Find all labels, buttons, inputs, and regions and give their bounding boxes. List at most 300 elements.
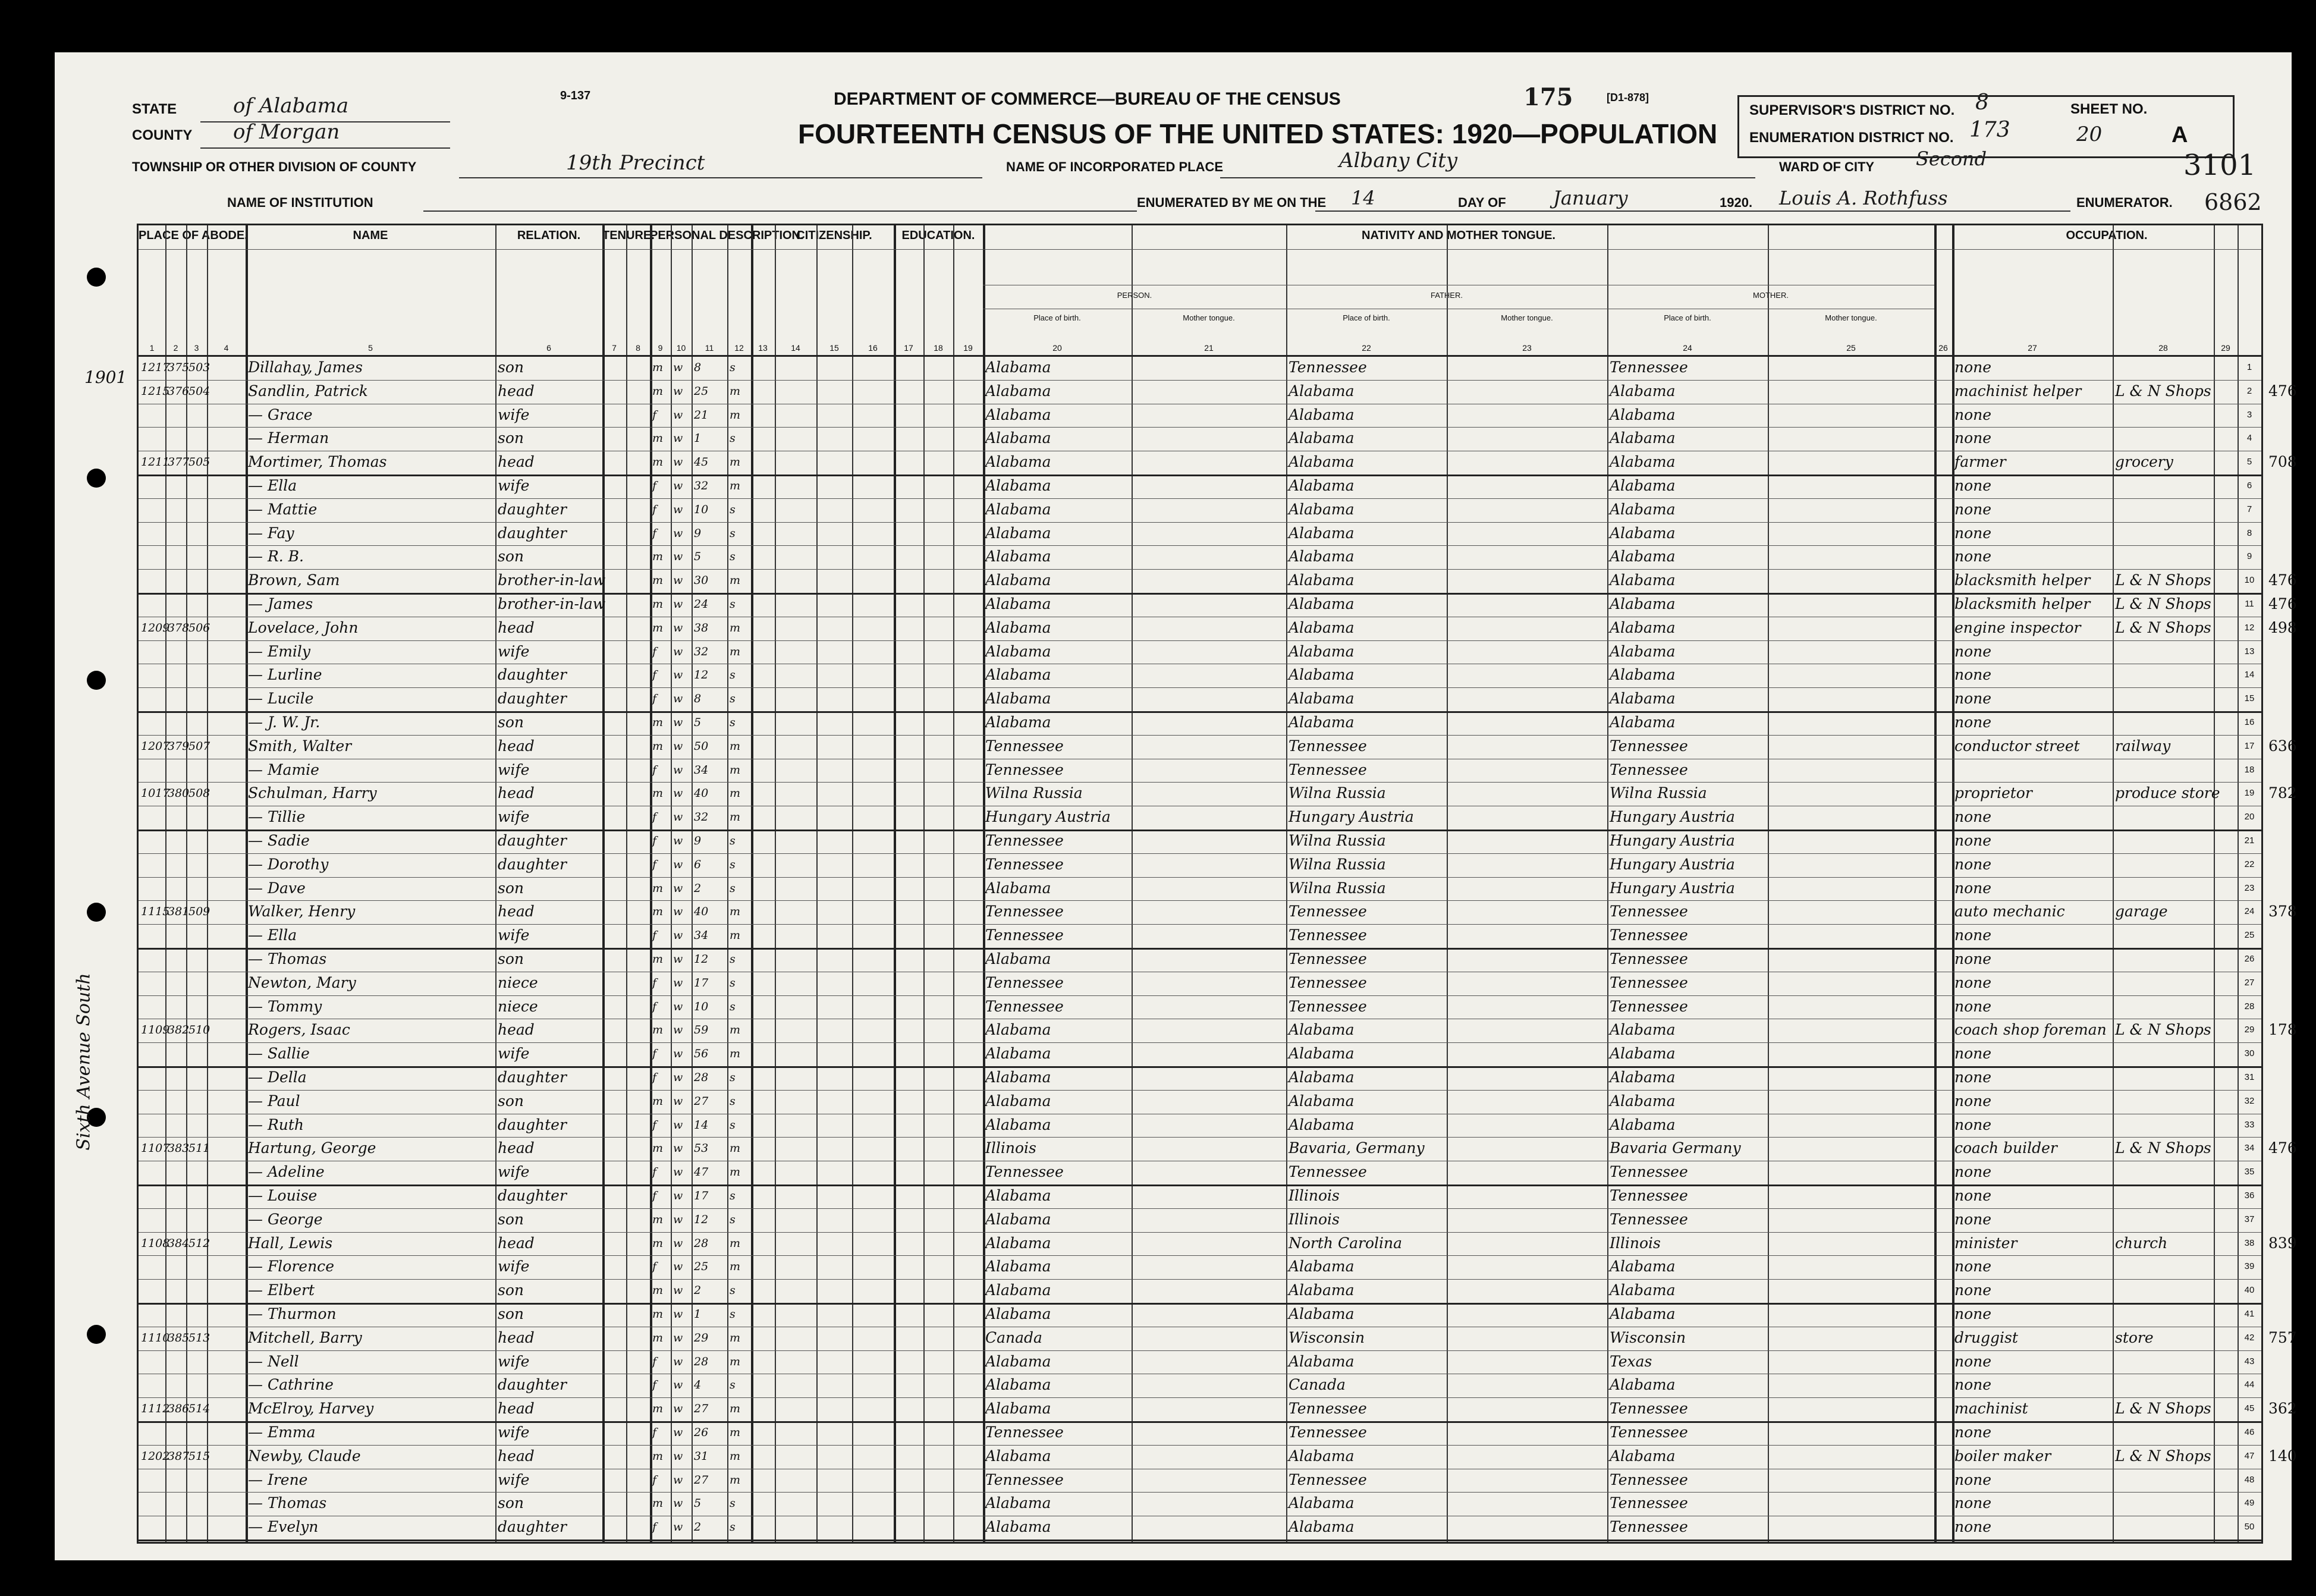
row-rel: daughter — [498, 1116, 567, 1133]
row-name: — Evelyn — [248, 1518, 319, 1536]
row-sex: m — [652, 574, 664, 587]
row-house: 384 — [168, 1236, 190, 1250]
row-fpob: Alabama — [1289, 429, 1355, 447]
row-house: 378 — [168, 621, 190, 634]
row-code-note: 178 — [2268, 1021, 2297, 1039]
column-divider — [894, 225, 896, 1542]
row-number: 37 — [2244, 1214, 2255, 1224]
row-sex: m — [652, 621, 664, 634]
row-ms: s — [730, 1189, 736, 1202]
row-name: — James — [248, 595, 313, 612]
row-fpob: Alabama — [1289, 1305, 1355, 1322]
row-mpob: Alabama — [1610, 1092, 1676, 1110]
row-fpob: Tennessee — [1289, 1400, 1367, 1418]
column-number: 25 — [1846, 343, 1856, 353]
row-age: 5 — [694, 716, 702, 729]
row-fpob: Alabama — [1289, 406, 1355, 423]
row-pob: Tennessee — [985, 855, 1064, 873]
row-family: 513 — [188, 1331, 210, 1344]
row-ms: m — [730, 810, 741, 824]
row-rel: wife — [498, 926, 530, 944]
row-age: 17 — [694, 976, 709, 989]
row-mpob: Tennessee — [1610, 1518, 1688, 1536]
sub-person: PERSON. — [1117, 291, 1152, 300]
row-age: 10 — [694, 1000, 709, 1013]
row-pob: Alabama — [985, 524, 1051, 542]
row-mpob: Alabama — [1610, 690, 1676, 708]
row-ms: s — [730, 1520, 736, 1534]
row-family: 515 — [188, 1449, 210, 1463]
row-mpob: Alabama — [1610, 453, 1676, 471]
supervisor-label: SUPERVISOR'S DISTRICT NO. — [1749, 102, 1955, 118]
row-fpob: Tennessee — [1289, 737, 1367, 755]
row-pob: Alabama — [985, 1258, 1051, 1275]
row-number: 23 — [2244, 882, 2255, 893]
row-ms: s — [730, 857, 736, 871]
enumerator-name: Louis A. Rothfuss — [1779, 187, 1948, 209]
row-ms: s — [730, 1071, 736, 1084]
row-occ: none — [1954, 666, 1992, 684]
row-house: 376 — [168, 384, 190, 398]
row-occ: none — [1954, 1471, 1992, 1488]
row-rel: niece — [498, 997, 538, 1015]
row-number: 17 — [2244, 740, 2255, 751]
institution-line — [423, 211, 1137, 212]
row-ms: m — [730, 787, 741, 800]
row-ms: m — [730, 1142, 741, 1155]
row-fpob: Tennessee — [1289, 1163, 1367, 1181]
row-mpob: Alabama — [1610, 382, 1676, 400]
row-number: 42 — [2244, 1332, 2255, 1343]
column-number: 7 — [612, 343, 617, 353]
census-table — [137, 224, 2297, 1544]
row-fpob: Alabama — [1289, 595, 1355, 612]
row-race: w — [673, 834, 683, 847]
row-code-note: 476 — [2268, 1139, 2297, 1157]
row-occ: proprietor — [1954, 784, 2032, 802]
sub-mother: MOTHER. — [1753, 291, 1789, 300]
row-name: — Mamie — [248, 761, 319, 778]
column-number: 11 — [705, 343, 714, 353]
form-code: [D1-878] — [1607, 92, 1649, 103]
row-race: w — [673, 479, 683, 492]
row-number: 16 — [2244, 717, 2255, 727]
row-rel: son — [498, 548, 524, 565]
row-family: 503 — [188, 361, 210, 374]
row-family: 510 — [188, 1023, 210, 1037]
row-ms: s — [730, 692, 736, 706]
row-fpob: Alabama — [1289, 666, 1355, 684]
row-sex: f — [652, 1118, 657, 1132]
row-number: 31 — [2244, 1072, 2255, 1082]
row-race: w — [673, 1142, 683, 1155]
township-label: TOWNSHIP OR OTHER DIVISION OF COUNTY — [132, 159, 417, 174]
row-age: 28 — [694, 1071, 709, 1084]
row-name: — Louise — [248, 1187, 318, 1204]
row-number: 49 — [2244, 1498, 2255, 1509]
row-occ: blacksmith helper — [1954, 595, 2091, 612]
row-race: w — [673, 1331, 683, 1344]
row-sex: f — [652, 479, 657, 492]
row-age: 59 — [694, 1023, 709, 1037]
row-number: 5 — [2246, 457, 2252, 467]
row-number: 36 — [2244, 1190, 2255, 1201]
row-mpob: Illinois — [1610, 1234, 1661, 1252]
column-number: 24 — [1683, 343, 1692, 353]
row-number: 40 — [2244, 1285, 2255, 1296]
row-pob: Tennessee — [985, 1424, 1064, 1441]
row-fpob: Alabama — [1289, 1069, 1355, 1086]
row-rel: wife — [498, 761, 530, 778]
row-number: 35 — [2244, 1167, 2255, 1177]
column-divider — [1768, 225, 1769, 1542]
row-fpob: Alabama — [1289, 1116, 1355, 1133]
row-race: w — [673, 502, 683, 516]
row-ms: m — [730, 1426, 741, 1439]
row-age: 28 — [694, 1355, 709, 1368]
row-occ: none — [1954, 1116, 1992, 1133]
row-fpob: Alabama — [1289, 714, 1355, 731]
row-occ: none — [1954, 642, 1992, 660]
row-mpob: Tennessee — [1610, 1424, 1688, 1441]
column-divider — [2214, 225, 2215, 1542]
column-number: 15 — [829, 343, 839, 353]
punch-hole — [87, 903, 106, 922]
row-rel: head — [498, 1400, 535, 1418]
row-age: 45 — [694, 455, 709, 469]
row-fpob: Illinois — [1289, 1210, 1340, 1228]
row-mpob: Tennessee — [1610, 1400, 1688, 1418]
row-mpob: Tennessee — [1610, 737, 1688, 755]
row-name: — Thomas — [248, 950, 327, 967]
row-ms: s — [730, 361, 736, 374]
row-fpob: Tennessee — [1289, 973, 1367, 991]
row-age: 2 — [694, 1520, 702, 1534]
row-pob: Alabama — [985, 571, 1051, 589]
ward-value: Second — [1916, 147, 1987, 170]
row-name: — Thurmon — [248, 1305, 337, 1322]
row-fpob: Bavaria, Germany — [1289, 1139, 1425, 1157]
row-fpob: Tennessee — [1289, 926, 1367, 944]
row-age: 10 — [694, 502, 709, 516]
row-sex: m — [652, 1308, 664, 1321]
row-sex: m — [652, 1331, 664, 1344]
row-occ: blacksmith helper — [1954, 571, 2091, 589]
stamp-right-2: 6862 — [2204, 189, 2262, 215]
punch-hole — [87, 268, 106, 287]
row-rel: head — [498, 618, 535, 636]
row-ms: s — [730, 1212, 736, 1226]
census-title: FOURTEENTH CENSUS OF THE UNITED STATES: 1920—POPULATION — [798, 118, 1718, 149]
group-name: NAME — [353, 229, 388, 242]
row-rel: son — [498, 359, 524, 376]
punch-hole — [87, 671, 106, 690]
row-name: Newton, Mary — [248, 973, 356, 991]
row-age: 40 — [694, 787, 709, 800]
column-number: 12 — [734, 343, 744, 353]
sub-mother-pob: Place of birth. — [1664, 313, 1711, 322]
row-sex: f — [652, 1520, 657, 1534]
county-line — [200, 147, 450, 149]
row-mpob: Hungary Austria — [1610, 855, 1735, 873]
row-ms: m — [730, 408, 741, 422]
row-fpob: Alabama — [1289, 1021, 1355, 1039]
row-mpob: Tennessee — [1610, 761, 1688, 778]
row-fpob: Tennessee — [1289, 1471, 1367, 1488]
row-rel: daughter — [498, 666, 567, 684]
enumerated-day: 14 — [1351, 187, 1375, 209]
row-number: 9 — [2246, 551, 2252, 562]
row-race: w — [673, 550, 683, 564]
row-race: w — [673, 1426, 683, 1439]
row-race: w — [673, 905, 683, 919]
row-sex: m — [652, 716, 664, 729]
group-place-of-abode: PLACE OF ABODE. — [139, 229, 248, 242]
row-fpob: Wisconsin — [1289, 1328, 1365, 1346]
row-pob: Tennessee — [985, 761, 1064, 778]
row-ms: m — [730, 384, 741, 398]
column-number: 17 — [904, 343, 913, 353]
row-name: Schulman, Harry — [248, 784, 377, 802]
row-mpob: Alabama — [1610, 618, 1676, 636]
enumerated-line — [1315, 211, 2070, 212]
row-rel: head — [498, 784, 535, 802]
row-fpob: Alabama — [1289, 571, 1355, 589]
row-ind: railway — [2115, 737, 2171, 755]
row-rel: wife — [498, 406, 530, 423]
row-number: 38 — [2244, 1237, 2255, 1248]
row-rel: son — [498, 950, 524, 967]
row-pob: Alabama — [985, 950, 1051, 967]
row-sex: m — [652, 361, 664, 374]
column-number: 9 — [658, 343, 663, 353]
row-ms: s — [730, 1000, 736, 1013]
row-ms: s — [730, 953, 736, 966]
row-house: 377 — [168, 455, 190, 469]
column-number: 18 — [934, 343, 943, 353]
group-nativity: NATIVITY AND MOTHER TONGUE. — [1362, 229, 1555, 242]
row-number: 30 — [2244, 1048, 2255, 1059]
column-number: 16 — [868, 343, 878, 353]
row-rel: son — [498, 1494, 524, 1512]
row-age: 9 — [694, 834, 702, 847]
row-occ: none — [1954, 1163, 1992, 1181]
row-pob: Wilna Russia — [985, 784, 1083, 802]
row-mpob: Tennessee — [1610, 1210, 1688, 1228]
row-mpob: Alabama — [1610, 1021, 1676, 1039]
row-street: 1209 — [141, 621, 170, 634]
row-mpob: Alabama — [1610, 1281, 1676, 1299]
row-street: 1108 — [141, 1236, 170, 1250]
row-age: 26 — [694, 1426, 709, 1439]
row-ms: m — [730, 1355, 741, 1368]
row-mpob: Texas — [1610, 1352, 1652, 1370]
row-number: 3 — [2246, 409, 2252, 420]
row-occ: auto mechanic — [1954, 903, 2065, 920]
row-race: w — [673, 857, 683, 871]
punch-hole — [87, 1325, 106, 1344]
row-occ: druggist — [1954, 1328, 2018, 1346]
row-rel: daughter — [498, 1518, 567, 1536]
row-age: 9 — [694, 526, 702, 540]
row-age: 12 — [694, 953, 709, 966]
row-street: 1115 — [141, 905, 170, 919]
row-pob: Tennessee — [985, 737, 1064, 755]
row-occ: none — [1954, 1424, 1992, 1441]
row-number: 19 — [2244, 788, 2255, 799]
column-divider — [1607, 225, 1608, 1542]
row-age: 12 — [694, 668, 709, 682]
row-rel: daughter — [498, 832, 567, 849]
row-race: w — [673, 1378, 683, 1392]
row-name: — George — [248, 1210, 323, 1228]
row-race: w — [673, 1189, 683, 1202]
row-age: 30 — [694, 574, 709, 587]
row-pob: Alabama — [985, 1045, 1051, 1063]
column-number: 29 — [2221, 343, 2230, 353]
row-fpob: Alabama — [1289, 618, 1355, 636]
row-occ: coach shop foreman — [1954, 1021, 2107, 1039]
row-rel: head — [498, 737, 535, 755]
row-pob: Tennessee — [985, 997, 1064, 1015]
row-house: 386 — [168, 1402, 190, 1416]
column-divider — [852, 225, 853, 1542]
row-race: w — [673, 384, 683, 398]
row-occ: none — [1954, 690, 1992, 708]
row-ind: L & N Shops — [2115, 1447, 2211, 1465]
row-code-note: 362 — [2268, 1400, 2297, 1418]
row-pob: Alabama — [985, 1305, 1051, 1322]
row-name: — Sadie — [248, 832, 310, 849]
row-sex: f — [652, 763, 657, 777]
row-occ: none — [1954, 548, 1992, 565]
row-mpob: Alabama — [1610, 524, 1676, 542]
column-number: 1 — [149, 343, 155, 353]
row-occ: none — [1954, 1187, 1992, 1204]
row-name: — Fay — [248, 524, 294, 542]
sub-person-pob: Place of birth. — [1033, 313, 1081, 322]
row-age: 40 — [694, 905, 709, 919]
township-value: 19th Precinct — [566, 151, 705, 175]
enumeration-label: ENUMERATION DISTRICT NO. — [1749, 130, 1954, 146]
row-rel: son — [498, 429, 524, 447]
row-code-note: 636 — [2268, 737, 2297, 755]
sheet-letter: A — [2172, 122, 2188, 147]
row-sex: f — [652, 526, 657, 540]
row-rel: niece — [498, 973, 538, 991]
row-pob: Alabama — [985, 406, 1051, 423]
row-race: w — [673, 787, 683, 800]
row-age: 17 — [694, 1189, 709, 1202]
ward-label: WARD OF CITY — [1779, 159, 1875, 174]
row-age: 27 — [694, 1473, 709, 1487]
row-sex: m — [652, 1402, 664, 1416]
row-house: 383 — [168, 1142, 190, 1155]
header-rule — [139, 249, 2261, 250]
row-ms: m — [730, 1402, 741, 1416]
row-rel: head — [498, 1447, 535, 1465]
row-race: w — [673, 1355, 683, 1368]
county-value: of Morgan — [233, 120, 340, 144]
row-number: 32 — [2244, 1095, 2255, 1106]
row-number: 10 — [2244, 575, 2255, 586]
row-name: Mortimer, Thomas — [248, 453, 387, 471]
column-divider — [2113, 225, 2114, 1542]
row-sex: m — [652, 1284, 664, 1297]
row-age: 8 — [694, 361, 702, 374]
row-mpob: Hungary Austria — [1610, 832, 1735, 849]
row-age: 5 — [694, 550, 702, 564]
stamp-right-1: 3101 — [2183, 149, 2257, 182]
row-pob: Alabama — [985, 1210, 1051, 1228]
row-sex: m — [652, 1236, 664, 1250]
row-number: 28 — [2244, 1001, 2255, 1011]
row-pob: Alabama — [985, 382, 1051, 400]
row-sex: m — [652, 787, 664, 800]
department-heading: DEPARTMENT OF COMMERCE—BUREAU OF THE CENSUS — [834, 89, 1341, 109]
group-education: EDUCATION. — [901, 229, 975, 242]
row-rel: daughter — [498, 1376, 567, 1394]
row-race: w — [673, 1497, 683, 1510]
row-sex: m — [652, 739, 664, 753]
district-box — [1737, 95, 2235, 158]
row-ind: store — [2115, 1328, 2154, 1346]
row-occ: machinist helper — [1954, 382, 2082, 400]
row-ind: L & N Shops — [2115, 618, 2211, 636]
row-age: 32 — [694, 645, 709, 658]
institution-label: NAME OF INSTITUTION — [227, 195, 373, 210]
row-race: w — [673, 1520, 683, 1534]
row-ms: s — [730, 1497, 736, 1510]
row-occ: none — [1954, 926, 1992, 944]
row-number: 15 — [2244, 693, 2255, 704]
row-occ: none — [1954, 1092, 1992, 1110]
row-house: 387 — [168, 1449, 190, 1463]
row-fpob: Alabama — [1289, 1494, 1355, 1512]
row-ind: grocery — [2115, 453, 2173, 471]
sub-person-tongue: Mother tongue. — [1183, 313, 1235, 322]
row-ind: L & N Shops — [2115, 382, 2211, 400]
row-mpob: Tennessee — [1610, 997, 1688, 1015]
row-age: 24 — [694, 598, 709, 611]
row-mpob: Tennessee — [1610, 1471, 1688, 1488]
row-ind: L & N Shops — [2115, 595, 2211, 612]
row-race: w — [673, 1449, 683, 1463]
row-mpob: Bavaria Germany — [1610, 1139, 1741, 1157]
row-pob: Alabama — [985, 690, 1051, 708]
row-rel: head — [498, 1021, 535, 1039]
row-mpob: Tennessee — [1610, 1494, 1688, 1512]
row-house: 379 — [168, 739, 190, 753]
row-occ: none — [1954, 973, 1992, 991]
row-mpob: Alabama — [1610, 1045, 1676, 1063]
punch-hole — [87, 469, 106, 488]
row-name: — Emma — [248, 1424, 316, 1441]
row-rel: son — [498, 1305, 524, 1322]
row-age: 27 — [694, 1402, 709, 1416]
row-mpob: Alabama — [1610, 571, 1676, 589]
row-sex: f — [652, 1071, 657, 1084]
row-age: 4 — [694, 1378, 702, 1392]
row-ms: s — [730, 1308, 736, 1321]
row-name: — Nell — [248, 1352, 299, 1370]
row-occ: none — [1954, 714, 1992, 731]
row-number: 18 — [2244, 764, 2255, 775]
sheet-value: 20 — [2076, 122, 2103, 146]
row-number: 1 — [2246, 362, 2252, 372]
row-mpob: Hungary Austria — [1610, 879, 1735, 897]
column-divider — [1447, 225, 1448, 1542]
